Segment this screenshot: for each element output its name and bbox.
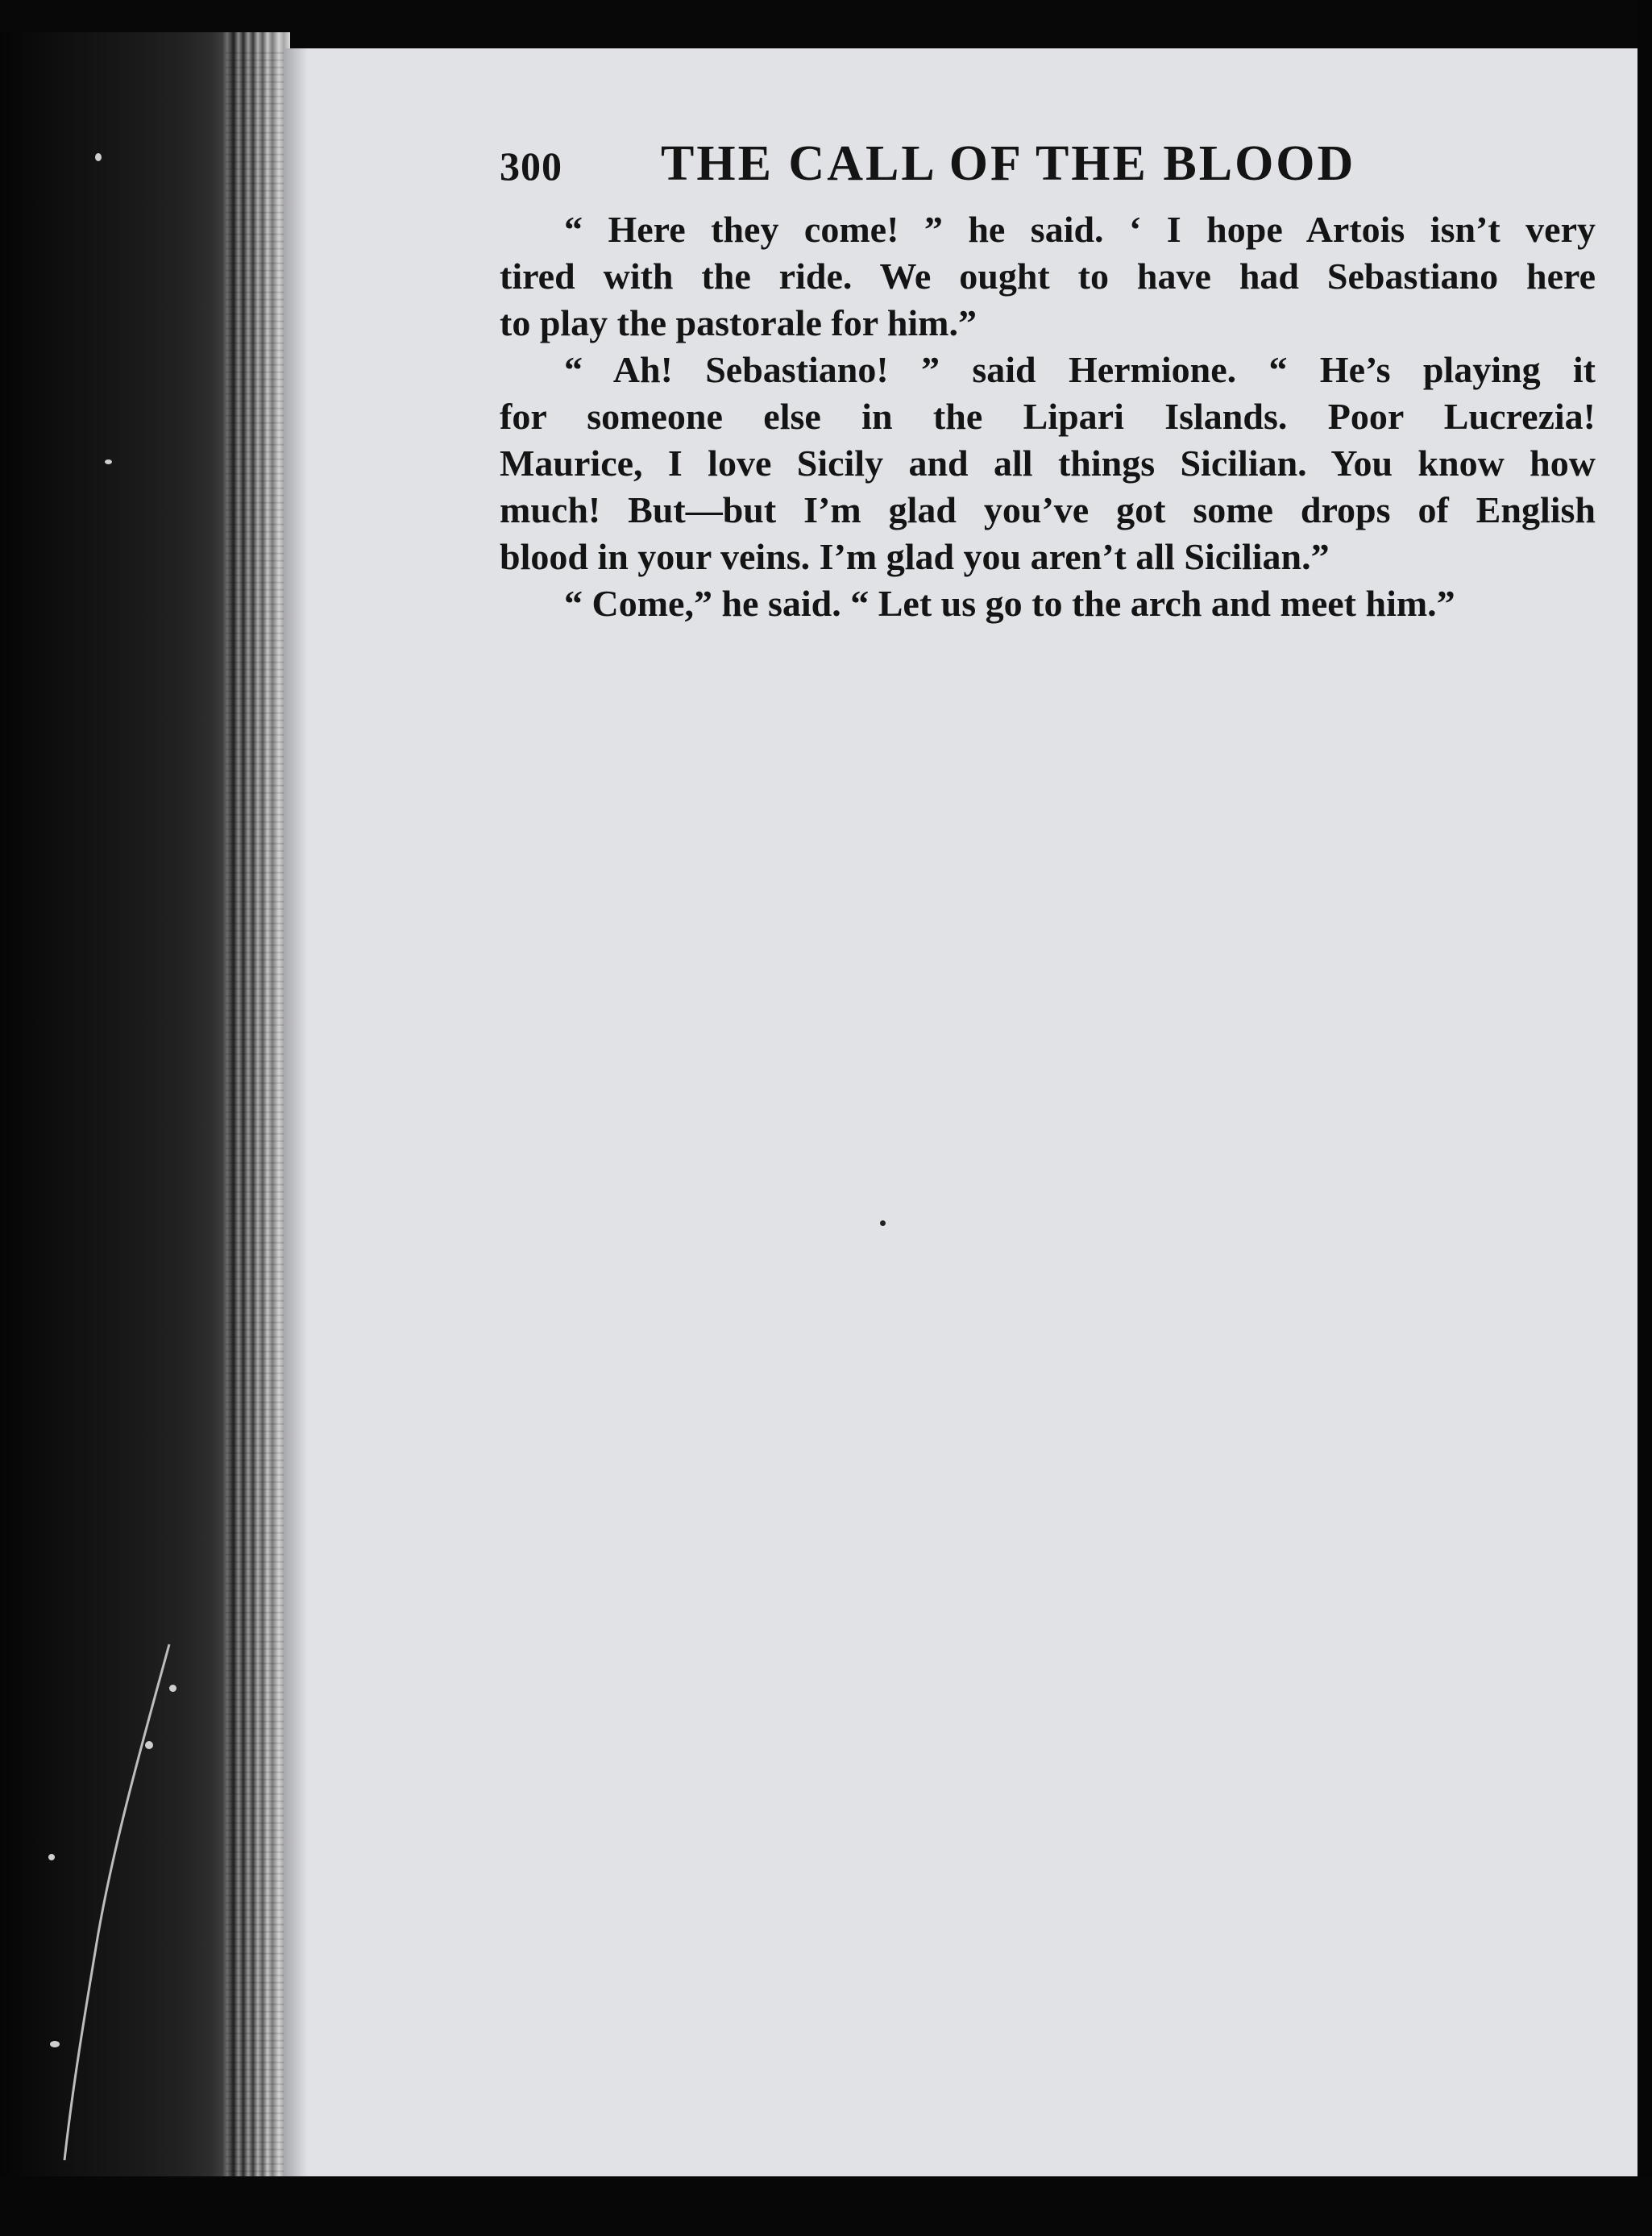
- paragraph: [500, 206, 1596, 347]
- text-line: for someone else in the Lipari Islands. Poor Lucrezia!: [500, 396, 1596, 437]
- dust-speck: [50, 2041, 60, 2047]
- page-number: 300: [500, 143, 562, 189]
- text-line: Maurice, I love Sicily and all things Sicilian. You know how: [500, 443, 1596, 484]
- gutter-page-edges: [226, 48, 290, 2184]
- dust-speck: [48, 1854, 55, 1860]
- text-block: [500, 135, 1596, 627]
- paragraph: [500, 347, 1596, 580]
- scan-border-right: [1637, 0, 1652, 2236]
- dust-speck: [105, 459, 112, 464]
- text-line: “ Here they come! ” he said. ‘ I hope Artois isn’t very: [564, 209, 1596, 250]
- text-line: to play the pastorale for him.”: [500, 302, 978, 343]
- text-line: tired with the ride. We ought to have had Sebastiano here: [500, 256, 1596, 297]
- text-line: “ Come,” he said. “ Let us go to the arch and meet him.”: [564, 583, 1455, 624]
- dust-speck: [169, 1685, 176, 1692]
- ink-speck: [880, 1220, 886, 1226]
- running-title: THE CALL OF THE BLOOD: [661, 136, 1356, 191]
- text-line: blood in your veins. I’m glad you aren’t all Sicilian.”: [500, 536, 1330, 577]
- dust-speck: [145, 1741, 153, 1749]
- page-binding-shadow: [284, 48, 308, 2176]
- text-line: “ Ah! Sebastiano! ” said Hermione. “ He’s playing it: [564, 349, 1596, 390]
- film-scratch: [48, 1636, 177, 2168]
- running-header: [500, 135, 1596, 205]
- scan-border-bottom: [0, 2176, 1652, 2236]
- text-line: much! But—but I’m glad you’ve got some drops of English: [500, 489, 1596, 530]
- paragraph: [500, 580, 1596, 627]
- dust-speck: [95, 153, 102, 161]
